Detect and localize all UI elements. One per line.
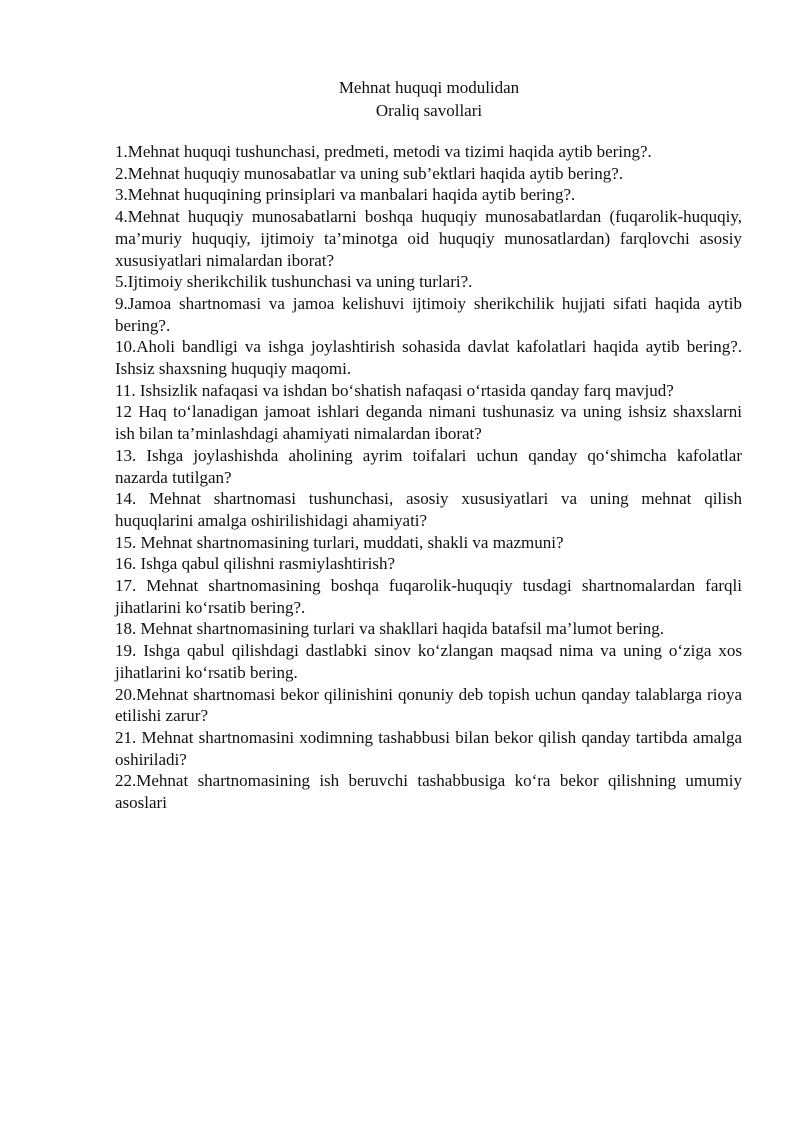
question-item: 21. Mehnat shartnomasini xodimning tashabbusi bilan bekor qilish qanday tartibda amalga oshiriladi? xyxy=(115,727,742,769)
question-item: 16. Ishga qabul qilishni rasmiylashtirish? xyxy=(115,554,395,574)
question-item: 22.Mehnat shartnomasining ish beruvchi tashabbusiga ko‘ra bekor qilishning umumiy asoslari xyxy=(115,771,742,813)
document-subtitle: Oraliq savollari xyxy=(375,101,483,120)
document-title: Mehnat huquqi modulidan xyxy=(338,78,520,97)
question-item: 13. Ishga joylashishda aholining ayrim toifalari uchun qanday qo‘shimcha kafolatlar nazarda tutilgan? xyxy=(115,445,742,487)
question-item: 1.Mehnat huquqi tushunchasi, predmeti, metodi va tizimi haqida aytib bering?. xyxy=(115,142,652,161)
question-item: 18. Mehnat shartnomasining turlari va shakllari haqida batafsil ma’lumot bering. xyxy=(115,619,665,639)
question-item: 2.Mehnat huquqiy munosabatlar va uning sub’ektlari haqida aytib bering?. xyxy=(115,163,623,183)
question-item: 12 Haq to‘lanadigan jamoat ishlari deganda nimani tushunasiz va uning ishsiz shaxslarni ish bilan ta’minlashdagi ahamiyati nimalardan iborat? xyxy=(115,402,742,444)
question-item: 15. Mehnat shartnomasining turlari, muddati, shakli va mazmuni? xyxy=(115,532,564,552)
question-item: 20.Mehnat shartnomasi bekor qilinishini qonuniy deb topish uchun qanday talablarga rioya etilishi zarur? xyxy=(115,684,742,726)
question-item: 19. Ishga qabul qilishdagi dastlabki sinov ko‘zlangan maqsad nima va uning o‘ziga xos jihatlarini ko‘rsatib bering. xyxy=(115,641,742,682)
question-item: 11. Ishsizlik nafaqasi va ishdan bo‘shatish nafaqasi o‘rtasida qanday farq mavjud? xyxy=(115,380,674,400)
document-header xyxy=(0,76,800,122)
question-list xyxy=(115,141,742,814)
question-item: 5.Ijtimoiy sherikchilik tushunchasi va uning turlari?. xyxy=(115,272,473,292)
question-item: 17. Mehnat shartnomasining boshqa fuqarolik-huquqiy tusdagi shartnomalardan farqli jihatlarini ko‘rsatib bering?. xyxy=(115,576,742,617)
question-item: 4.Mehnat huquqiy munosabatlarni boshqa huquqiy munosabatlardan (fuqarolik-huquqiy, ma’muriy huquqiy, ijtimoiy ta’minotga oid huquqiy munosatlardan) farqlovchi asosiy xususiyatlari nimalardan iborat? xyxy=(115,207,742,270)
question-item: 9.Jamoa shartnomasi va jamoa kelishuvi ijtimoiy sherikchilik hujjati sifati haqida aytib bering?. xyxy=(115,293,742,335)
question-item: 10.Aholi bandligi va ishga joylashtirish sohasida davlat kafolatlari haqida aytib bering?. Ishsiz shaxsning huquqiy maqomi. xyxy=(115,337,742,379)
question-item: 3.Mehnat huquqining prinsiplari va manbalari haqida aytib bering?. xyxy=(115,185,576,205)
question-item: 14. Mehnat shartnomasi tushunchasi, asosiy xususiyatlari va uning mehnat qilish huquqlarini amalga oshirilishidagi ahamiyati? xyxy=(115,489,742,530)
